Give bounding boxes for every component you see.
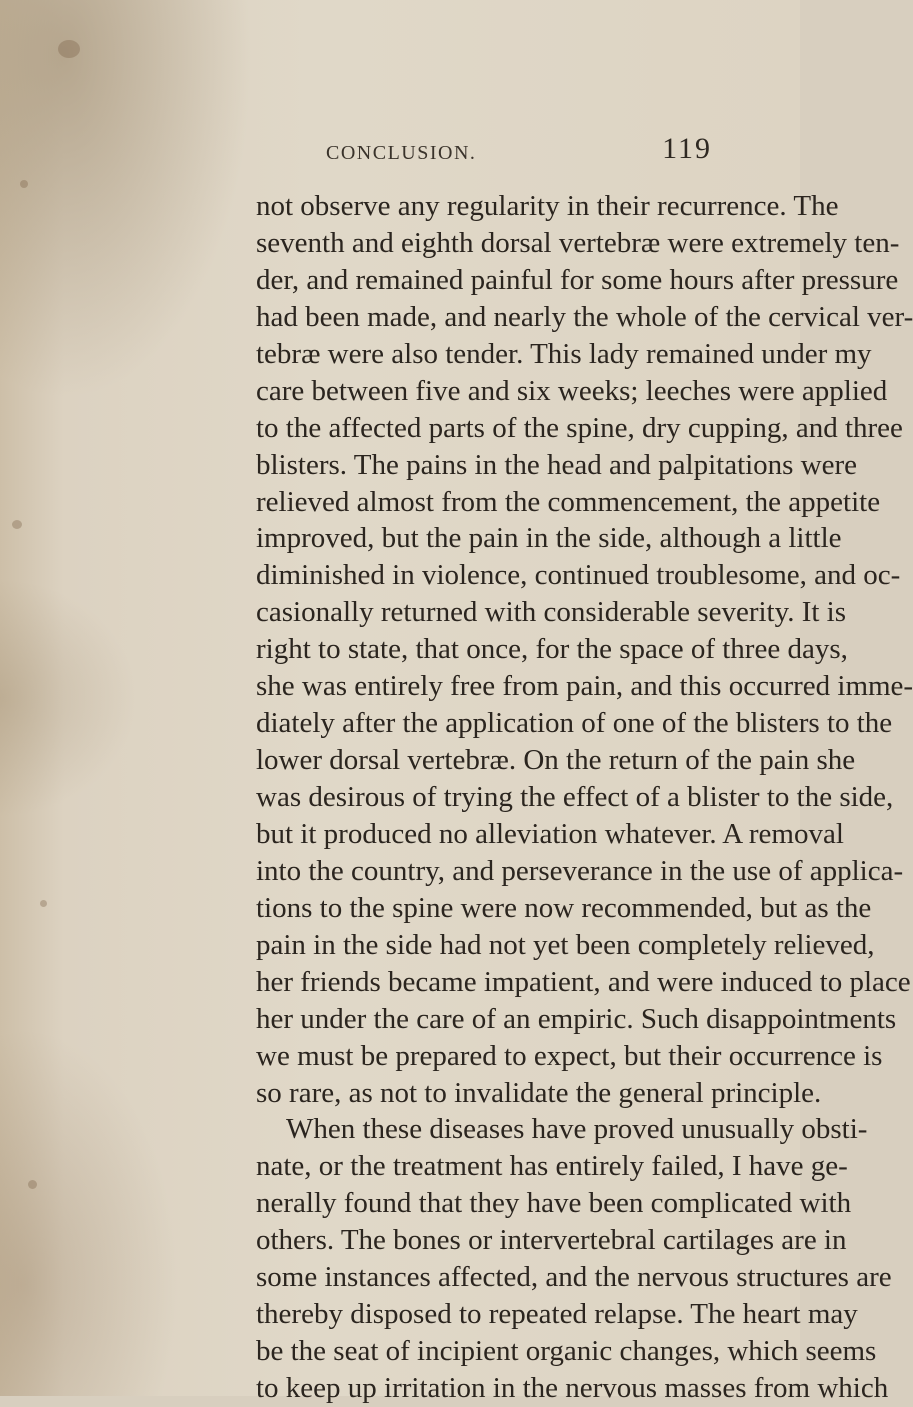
text-line: tions to the spine were now recommended, but as the — [256, 891, 872, 924]
text-line: her under the care of an empiric. Such disappointments — [256, 1002, 897, 1035]
text-line: right to state, that once, for the space of three days, — [256, 633, 848, 666]
text-line: not observe any regularity in their recurrence. The — [256, 190, 839, 222]
text-line: be the seat of incipient organic changes, which seems — [256, 1335, 877, 1368]
text-line: care between five and six weeks; leeches were applied — [256, 374, 888, 407]
text-line: to the affected parts of the spine, dry cupping, and three — [256, 411, 903, 444]
text-line: diately after the application of one of the blisters to the — [256, 707, 893, 740]
page-header — [326, 132, 712, 172]
text-line: to keep up irritation in the nervous masses from which — [256, 1372, 889, 1404]
text-line: into the country, and perseverance in the use of applica- — [256, 854, 904, 887]
text-line: pain in the side had not yet been completely relieved, — [256, 928, 875, 961]
text-line: was desirous of trying the effect of a blister to the side, — [256, 781, 894, 813]
text-line: tebræ were also tender. This lady remained under my — [256, 337, 872, 370]
text-line: nerally found that they have been complicated with — [256, 1187, 852, 1220]
text-line: improved, but the pain in the side, although a little — [256, 522, 842, 555]
text-line: lower dorsal vertebræ. On the return of the pain she — [256, 744, 856, 777]
text-line: seventh and eighth dorsal vertebræ were extremely ten- — [256, 226, 900, 259]
text-line: thereby disposed to repeated relapse. The heart may — [256, 1298, 858, 1331]
body-text — [256, 188, 913, 1407]
text-line: casionally returned with considerable severity. It is — [256, 596, 847, 629]
paragraph-start-line: When these diseases have proved unusually obsti- — [286, 1113, 868, 1146]
text-line: nate, or the treatment has entirely failed, I have ge- — [256, 1150, 848, 1183]
text-line: her friends became impatient, and were induced to place — [256, 965, 911, 998]
paragraph-end-line: so rare, as not to invalidate the general principle. — [256, 1076, 822, 1109]
text-line: diminished in violence, continued troublesome, and oc- — [256, 559, 901, 592]
text-line: others. The bones or intervertebral cartilages are in — [256, 1224, 847, 1257]
text-line: blisters. The pains in the head and palpitations were — [256, 448, 858, 481]
text-line: but it produced no alleviation whatever. A removal — [256, 817, 844, 850]
text-line: relieved almost from the commencement, the appetite — [256, 485, 881, 518]
text-line: we must be prepared to expect, but their occurrence is — [256, 1039, 883, 1072]
running-title: CONCLUSION. — [326, 142, 477, 164]
text-line: she was entirely free from pain, and this occurred imme- — [256, 670, 913, 703]
text-line: had been made, and nearly the whole of the cervical ver- — [256, 300, 913, 333]
page-number: 119 — [662, 132, 712, 165]
text-line: der, and remained painful for some hours after pressure — [256, 263, 899, 296]
text-line: some instances affected, and the nervous structures are — [256, 1261, 892, 1294]
